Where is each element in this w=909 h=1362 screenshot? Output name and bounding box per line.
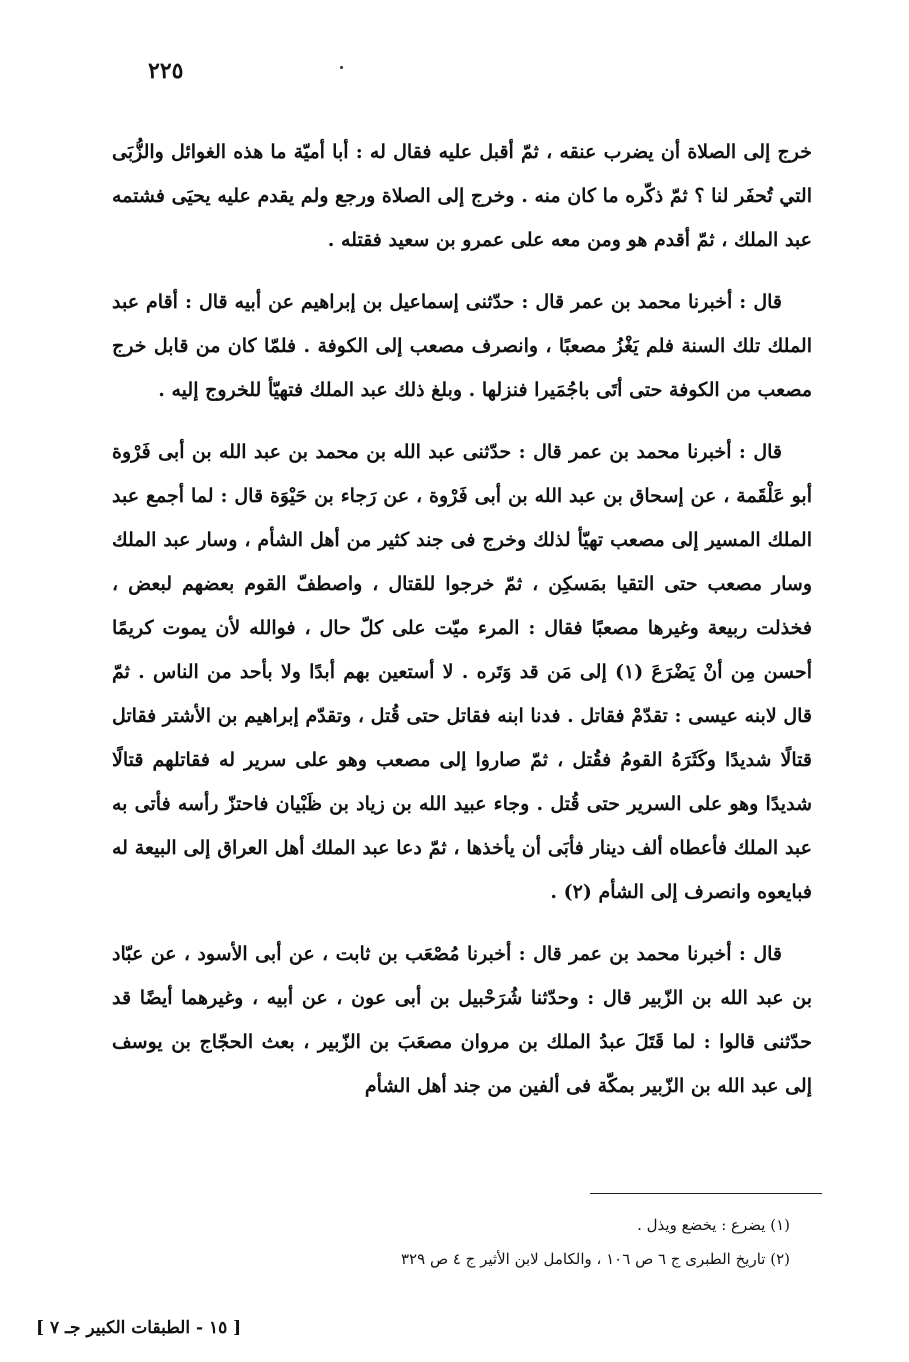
- footnote-divider: [590, 1193, 822, 1194]
- footnotes: [150, 1208, 790, 1276]
- paragraph-3: قال : أخبرنا محمد بن عمر قال : حدّثنى عبد الله بن محمد بن عبد الله بن أبى فَرْوة أبو عَلْقَمة ، عن إسحاق بن عبد الله بن أبى فَرْوة ، عن رَجاء بن حَيْوَة قال : لما أجمع عبد الملك المسير إلى مصعب تهيّأ لذلك وخرج فى جند كثير من أهل الشأم ، وسار عبد الملك وسار مصعب حتى التقيا بمَسكِن ، ثمّ خرجوا للقتال ، واصطفّ القوم بعضهم لبعض ، فخذلت ربيعة وغيرها مصعبًا فقال : المرء ميّت على كلّ حال ، فوالله لأن يموت كريمًا أحسن مِن أنْ يَضْرَعَ (١) إلى مَن قد وَتَره . لا أستعين بهم أبدًا ولا بأحد من الناس . ثمّ قال لابنه عيسى : تقدّمْ فقاتل . فدنا ابنه فقاتل حتى قُتل ، وتقدّم إبراهيم بن الأشتر فقاتل قتالًا شديدًا وكَثَرَهُ القومُ فقُتل ، ثمّ صاروا إلى مصعب وهو على سرير له فقاتلهم قتالًا شديدًا وهو على السرير حتى قُتل . وجاء عبيد الله بن زياد بن ظَبْيان فاحتزّ رأسه فأتى به عبد الملك فأعطاه ألف دينار فأبَى أن يأخذها ، ثمّ دعا عبد الملك أهل العراق إلى البيعة له فبايعوه وانصرف إلى الشأم (٢) .: [112, 441, 813, 903]
- paragraph-4: قال : أخبرنا محمد بن عمر قال : أخبرنا مُصْعَب بن ثابت ، عن أبى الأسود ، عن عبّاد بن عبد الله بن الزّبير قال : وحدّثنا شُرَحْبيل بن أبى عون ، عن أبيه ، وغيرهما أيضًا قد حدّثنى قالوا : لما قَتَلَ عبدُ الملك بن مروان مصعَبَ بن الزّبير ، بعث الحجّاج بن يوسف إلى عبد الله بن الزّبير بمكّة فى ألفين من جند أهل الشأم: [112, 943, 812, 1097]
- volume-signature: [ ١٥ - الطبقات الكبير جـ ٧ ]: [36, 1318, 242, 1338]
- footnote-2: (٢) تاريخ الطبرى ج ٦ ص ١٠٦ ، والكامل لابن الأثير ج ٤ ص ٣٢٩: [401, 1250, 790, 1268]
- page-number: ٢٢٥: [148, 58, 184, 84]
- paragraph-2: قال : أخبرنا محمد بن عمر قال : حدّثنى إسماعيل بن إبراهيم عن أبيه قال : أقام عبد الملك تلك السنة فلم يَغْزُ مصعبًا ، وانصرف مصعب إلى الكوفة . فلمّا كان من قابل خرج مصعب من الكوفة حتى أتَى باجُمَيرا فنزلها . وبلغ ذلك عبد الملك فتهيّأ للخروج إليه .: [112, 291, 812, 401]
- main-text: [112, 130, 812, 1126]
- paragraph-1: خرج إلى الصلاة أن يضرب عنقه ، ثمّ أقبل عليه فقال له : أبا أميّة ما هذه الغوائل والزُّبَى التي تُحفَر لنا ؟ ثمّ ذكّره ما كان منه . وخرج إلى الصلاة ورجع ولم يقدم عليه يحيَى فشتمه عبد الملك ، ثمّ أقدم هو ومن معه على عمرو بن سعيد فقتله .: [112, 141, 812, 251]
- footnote-1: (١) يضرع : يخضع ويذل .: [637, 1216, 790, 1234]
- header-dot: [340, 66, 343, 69]
